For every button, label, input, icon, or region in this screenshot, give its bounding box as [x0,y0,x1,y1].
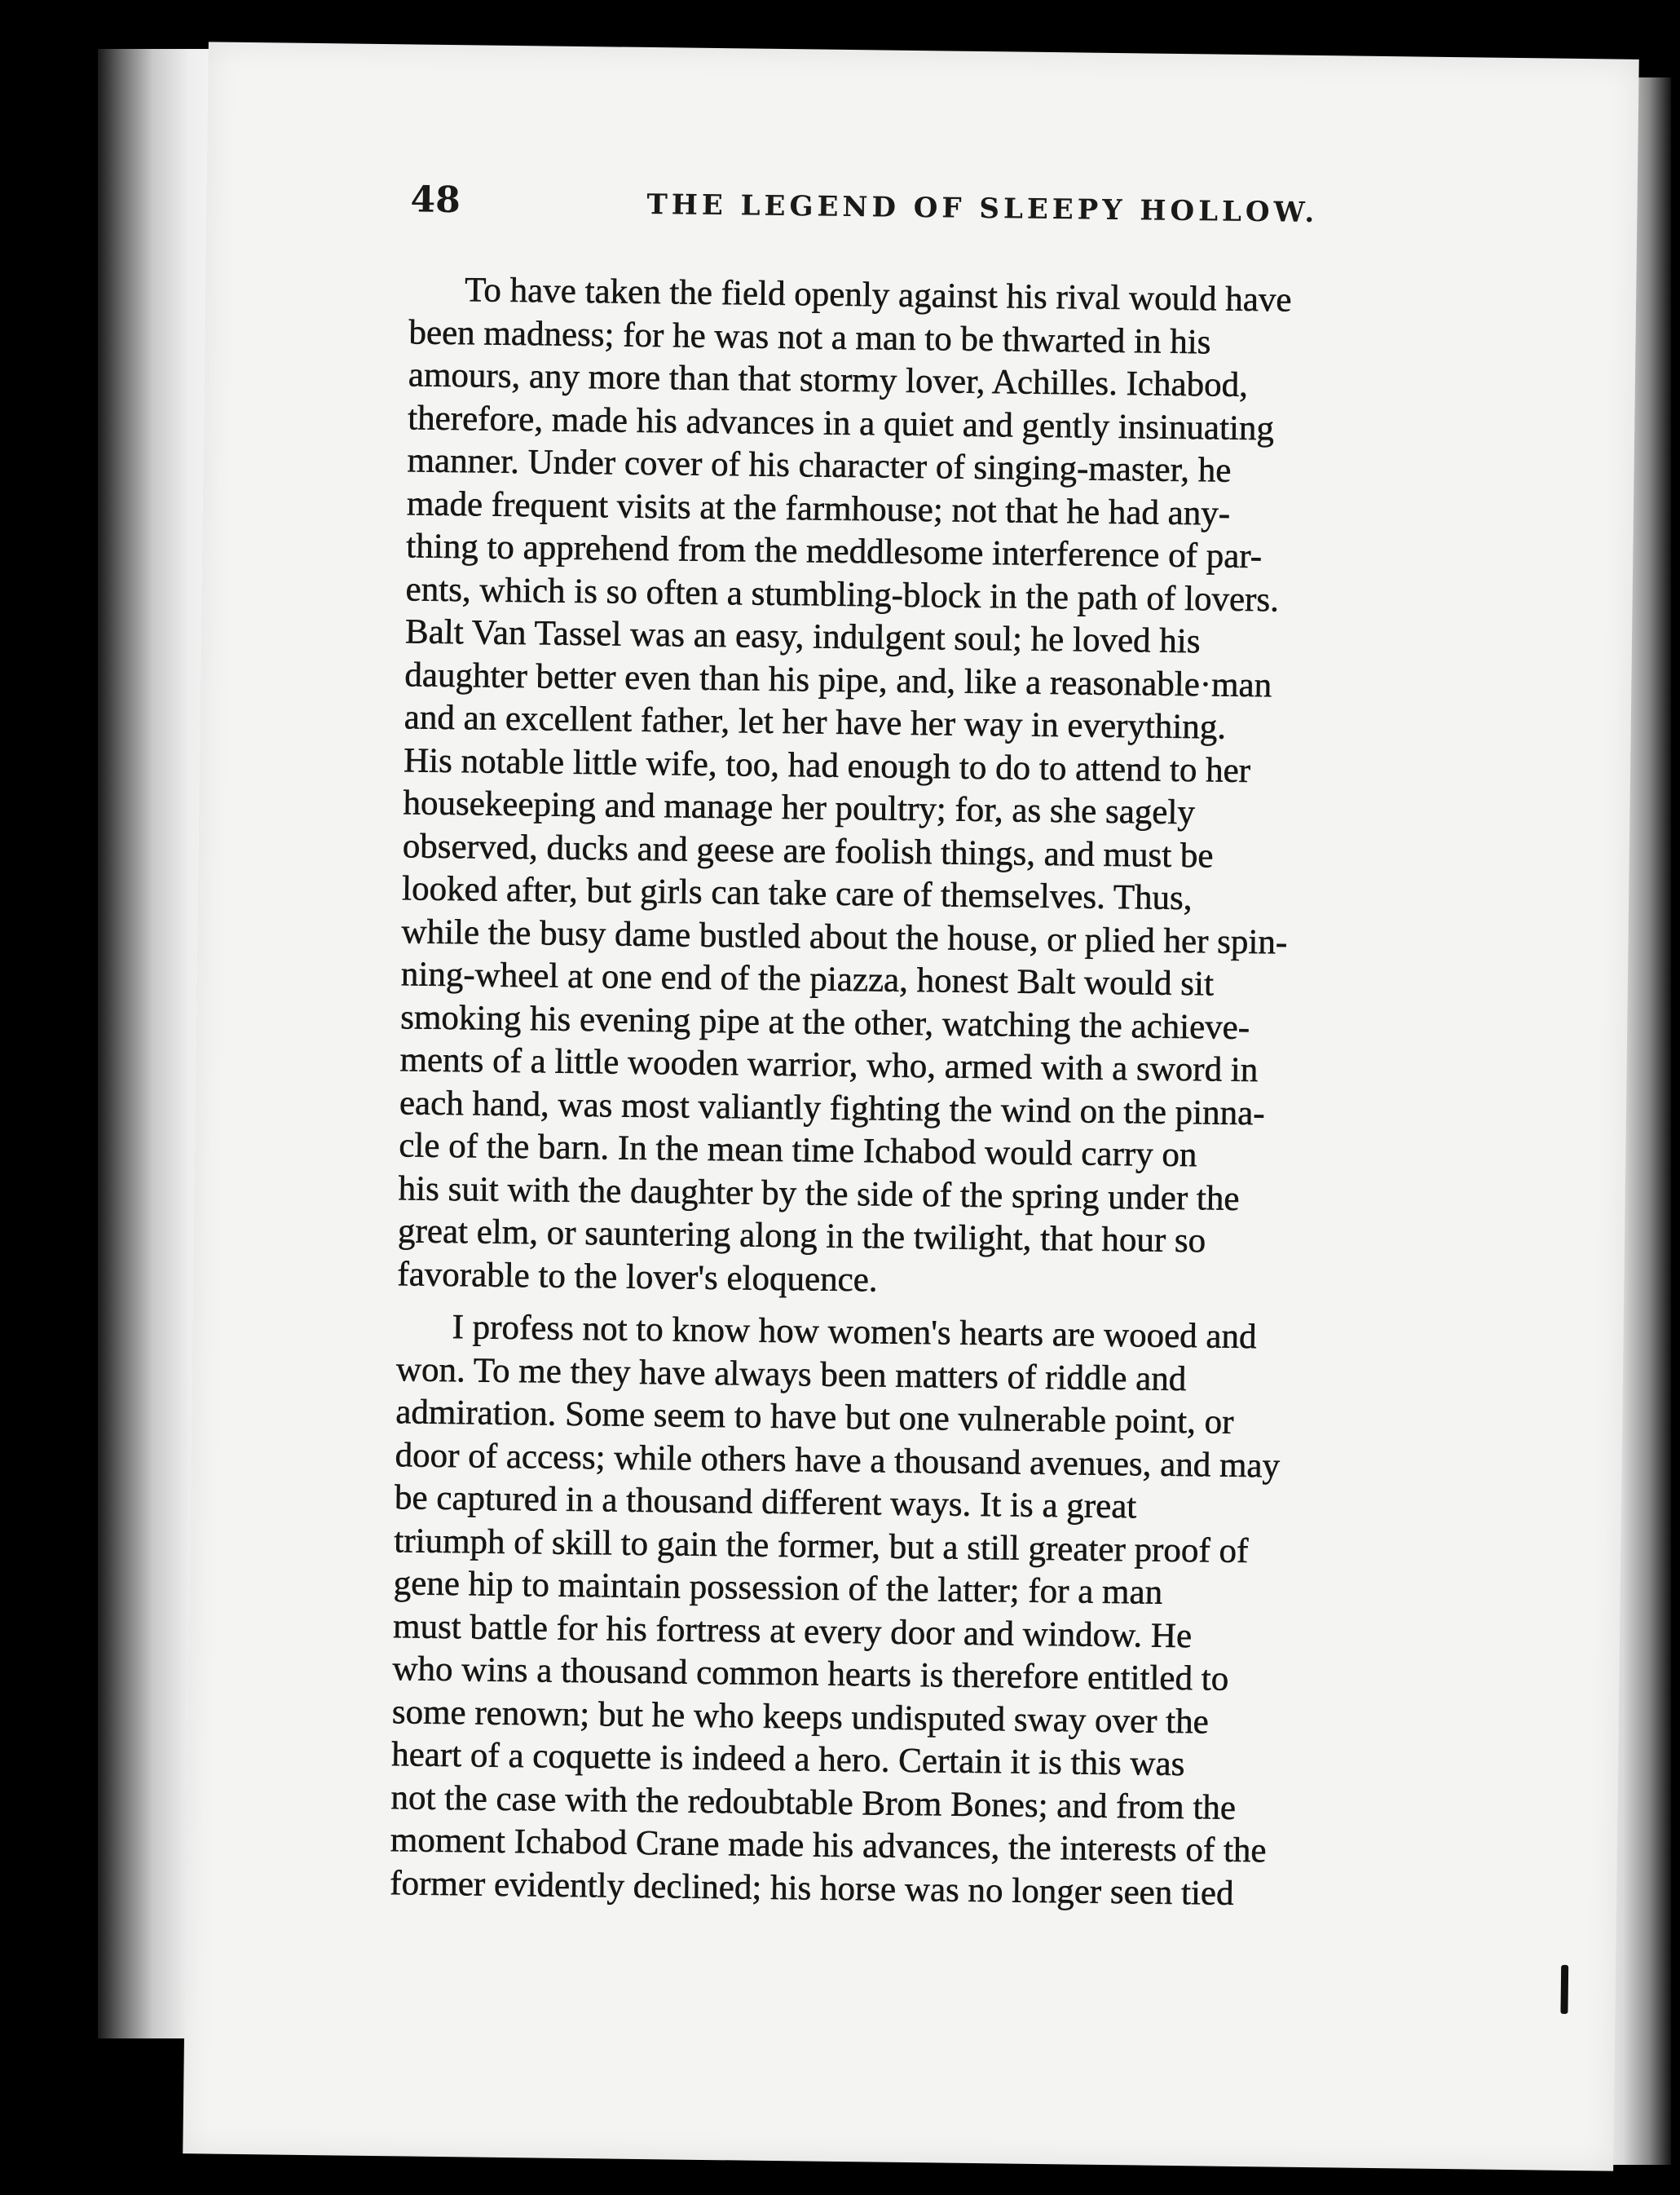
text-line: some renown; but he who keeps undisputed sway over the [391,1692,1210,1742]
text-line: ments of a little wooden warrior, who, armed with a sword in [399,1040,1259,1090]
text-line: His notable little wife, too, had enough to do to attend to her [403,740,1251,790]
text-line: looked after, but girls can take care of themselves. Thus, [401,869,1193,918]
text-line: and an excellent father, let her have her way in everything. [403,698,1227,747]
text-line: heart of a coquette is indeed a hero. Certain it is this was [390,1735,1185,1784]
text-line: great elm, or sauntering along in the twilight, that hour so [397,1212,1206,1261]
running-head-title: THE LEGEND OF SLEEPY HOLLOW. [646,188,1319,230]
text-line: therefore, made his advances in a quiet and gently insinuating [407,398,1275,448]
text-line: won. To me they have always been matters of riddle and [395,1349,1187,1398]
text-line: admiration. Some seem to have but one vulnerable point, or [395,1393,1234,1442]
text-line: while the busy dame bustled about the house, or plied her spin- [401,912,1288,962]
text-line: To have taken the field openly against his rival would have [464,271,1292,320]
text-line: ents, which is so often a stumbling-block in the path of lovers. [405,569,1280,619]
text-line: not the case with the redoubtable Brom Bones; and from the [390,1778,1237,1827]
text-line: gene hip to maintain possession of the latter; for a man [393,1564,1163,1612]
text-line: be captured in a thousand different ways. It is a great [394,1478,1137,1526]
text-line: I profess not to know how women's hearts are wooed and [452,1308,1257,1357]
text-line: ning-wheel at one end of the piazza, honest Balt would sit [400,955,1215,1004]
body-text [390,268,1563,1919]
paragraph [397,268,1563,1309]
text-line: amours, any more than that stormy lover, Achilles. Ichabod, [408,356,1249,404]
text-line: must battle for his fortress at every door and window. He [392,1606,1193,1655]
text-line: housekeeping and manage her poultry; for, as she sagely [403,784,1196,833]
ink-mark [1560,1965,1568,2014]
paragraph [390,1305,1550,1919]
text-line: Balt Van Tassel was an easy, indulgent soul; he loved his [404,612,1201,661]
text-line: favorable to the lover's eloquence. [397,1254,878,1300]
text-line: cle of the barn. In the mean time Ichabod would carry on [399,1126,1197,1175]
text-line: made frequent visits at the farmhouse; not that he had any- [406,484,1231,533]
page-header [410,179,1585,250]
text-line: who wins a thousand common hearts is therefore entitled to [392,1650,1229,1698]
text-line: door of access; while others have a thousand avenues, and may [395,1435,1281,1486]
book-page [183,42,1639,2171]
text-line: his suit with the daughter by the side of the spring under the [398,1168,1240,1218]
page-number: 48 [410,179,461,222]
text-line: thing to apprehend from the meddlesome interference of par- [406,527,1263,576]
text-line: triumph of skill to gain the former, but a still greater proof of [394,1521,1249,1570]
text-line: each hand, was most valiantly fighting the wind on the pinna- [399,1083,1265,1133]
text-line: manner. Under cover of his character of singing-master, he [407,441,1232,490]
text-line: smoking his evening pipe at the other, watching the achieve- [400,997,1250,1047]
text-line: moment Ichabod Crane made his advances, the interests of the [390,1821,1267,1870]
text-line: daughter better even than his pipe, and, like a reasonable·man [404,655,1272,704]
text-line: been madness; for he was not a man to be thwarted in his [408,312,1211,361]
text-line: observed, ducks and geese are foolish things, and must be [402,826,1214,876]
text-line: former evidently declined; his horse was no longer seen tied [390,1863,1234,1913]
